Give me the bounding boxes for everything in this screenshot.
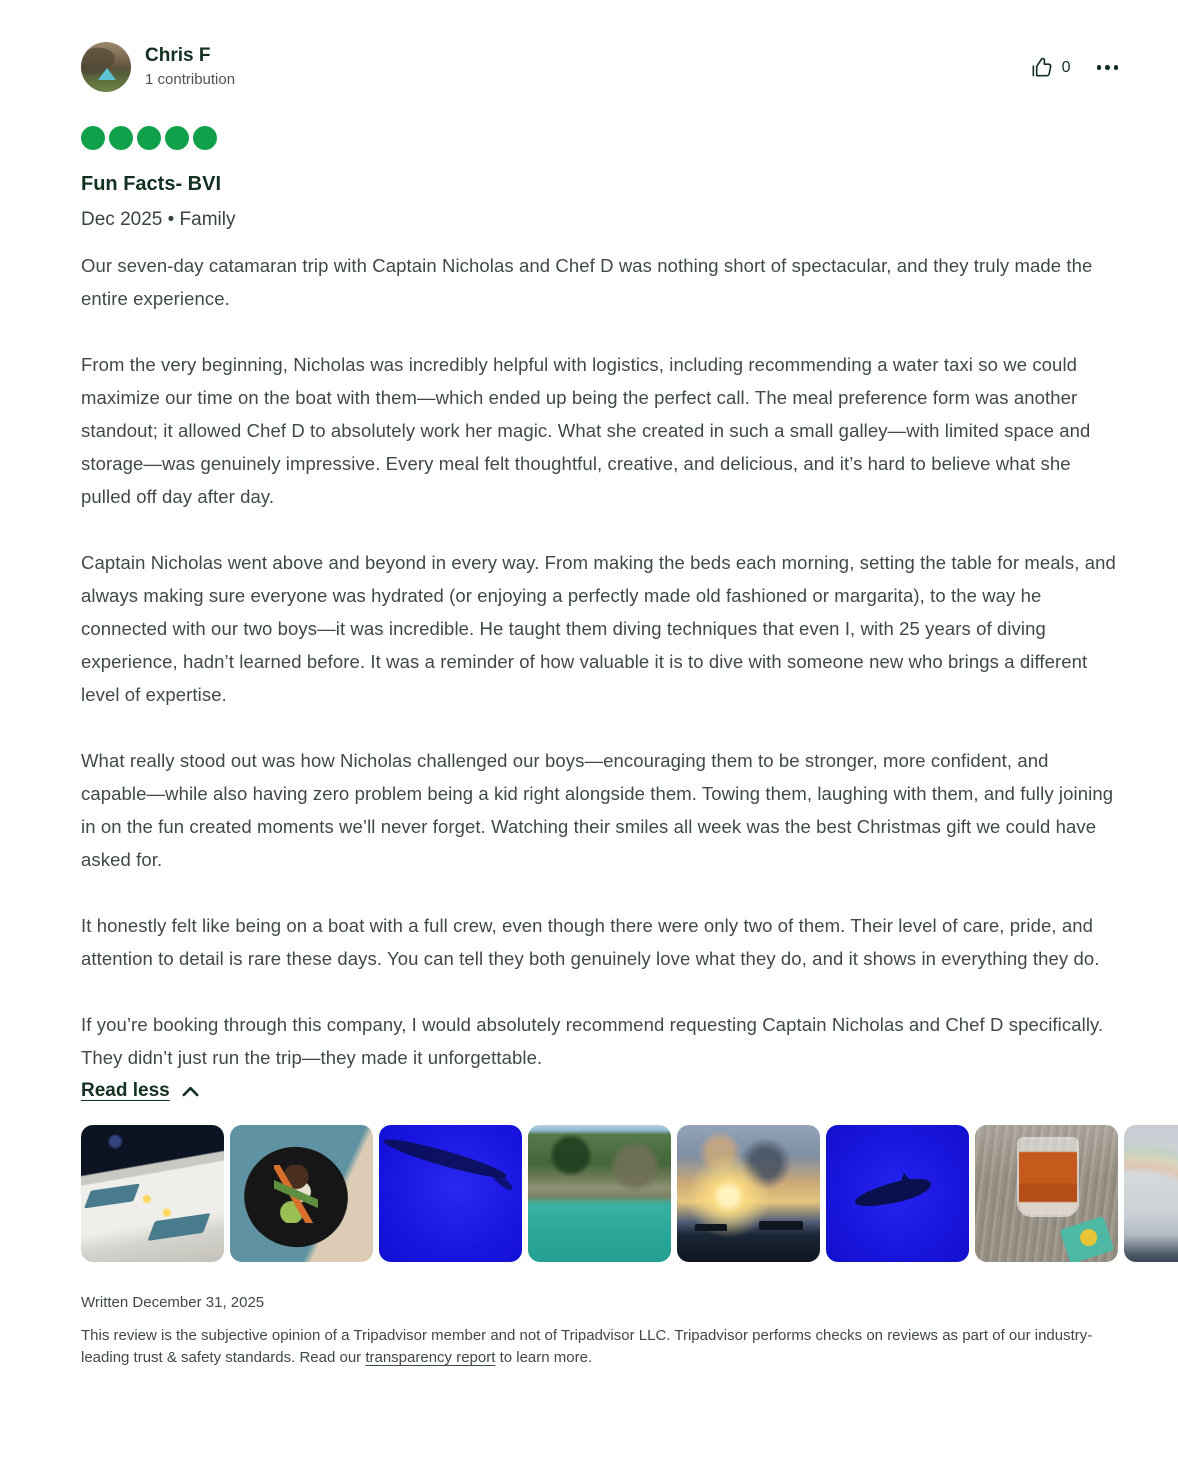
avatar[interactable] xyxy=(81,42,131,92)
rating-bubble xyxy=(109,126,133,150)
chevron-up-icon xyxy=(182,1086,199,1097)
rating-bubble xyxy=(193,126,217,150)
rating-bubbles xyxy=(81,126,1118,150)
review-photo-strip xyxy=(81,1125,1178,1262)
review-disclaimer xyxy=(81,1325,1118,1369)
rating-bubble xyxy=(137,126,161,150)
review-photo-thumbnail[interactable] xyxy=(826,1125,969,1262)
review-paragraph: From the very beginning, Nicholas was incredibly helpful with logistics, including recommending a water taxi so we could maximize our time on the boat with them—which ended up being the perfect call. The meal preference form was another standout; it allowed Chef D to absolutely work her magic. What she created in such a small galley—with limited space and storage—was genuinely impressive. Every meal felt thoughtful, creative, and delicious, and it’s hard to believe what she pulled off day after day. xyxy=(81,354,1091,507)
review-header xyxy=(81,42,1118,92)
review-paragraph: If you’re booking through this company, I would absolutely recommend requesting Captain Nicholas and Chef D specifically. They didn’t just run the trip—they made it unforgettable. xyxy=(81,1014,1104,1068)
reviewer-name[interactable]: Chris F xyxy=(145,44,211,66)
helpful-count: 0 xyxy=(1061,58,1071,76)
review-photo-thumbnail[interactable] xyxy=(230,1125,373,1262)
review-paragraph: Our seven-day catamaran trip with Captain Nicholas and Chef D was nothing short of spectacular, and they truly made the entire experience. xyxy=(81,255,1093,309)
review-photo-thumbnail[interactable] xyxy=(975,1125,1118,1262)
ellipsis-icon xyxy=(1097,65,1102,70)
review-photo-thumbnail[interactable] xyxy=(528,1125,671,1262)
review-paragraph: Captain Nicholas went above and beyond in every way. From making the beds each morning, setting the table for meals, and always making sure everyone was hydrated (or enjoying a perfectly made old fashioned or margarita), to the way he connected with our two boys—it was incredible. He taught them diving techniques that even I, with 25 years of diving experience, hadn’t learned before. It was a reminder of how valuable it is to dive with someone new who brings a different level of expertise. xyxy=(81,552,1116,705)
helpful-vote-button[interactable] xyxy=(1030,56,1071,79)
review-photo-thumbnail[interactable] xyxy=(379,1125,522,1262)
disclaimer-text: to learn more. xyxy=(495,1349,593,1366)
review-body xyxy=(81,249,1118,1074)
review-actions xyxy=(1030,56,1118,79)
thumbs-up-icon xyxy=(1030,56,1053,79)
written-date: Written December 31, 2025 xyxy=(81,1294,265,1311)
transparency-report-link[interactable]: transparency report xyxy=(365,1349,496,1366)
review-title: Fun Facts- BVI xyxy=(81,173,222,195)
read-less-link[interactable]: Read less xyxy=(81,1080,199,1102)
rating-bubble xyxy=(165,126,189,150)
reviewer-profile[interactable] xyxy=(81,42,235,92)
review-photo-thumbnail[interactable] xyxy=(677,1125,820,1262)
review-photo-thumbnail[interactable] xyxy=(1124,1125,1178,1262)
rating-bubble xyxy=(81,126,105,150)
more-options-button[interactable] xyxy=(1097,61,1119,74)
disclaimer-text: This review is the subjective opinion of a Tripadvisor member and not of Tripadvisor LLC. Tripadvisor performs checks on reviews as part of our industry-leading trust & safety standards. Read our xyxy=(81,1327,1093,1366)
review-paragraph: It honestly felt like being on a boat with a full crew, even though there were only two of them. Their level of care, pride, and attention to detail is rare these days. You can tell they both genuinely love what they do, and it shows in everything they do. xyxy=(81,915,1100,969)
review-photo-thumbnail[interactable] xyxy=(81,1125,224,1262)
review-paragraph: What really stood out was how Nicholas challenged our boys—encouraging them to be stronger, more confident, and capable—while also having zero problem being a kid right alongside them. Towing them, laughing with them, and fully joining in on the fun created moments we’ll never forget. Watching their smiles all week was the best Christmas gift we could have asked for. xyxy=(81,750,1114,870)
reviewer-contributions: 1 contribution xyxy=(145,71,236,89)
trip-date: Dec 2025 • Family xyxy=(81,209,236,230)
